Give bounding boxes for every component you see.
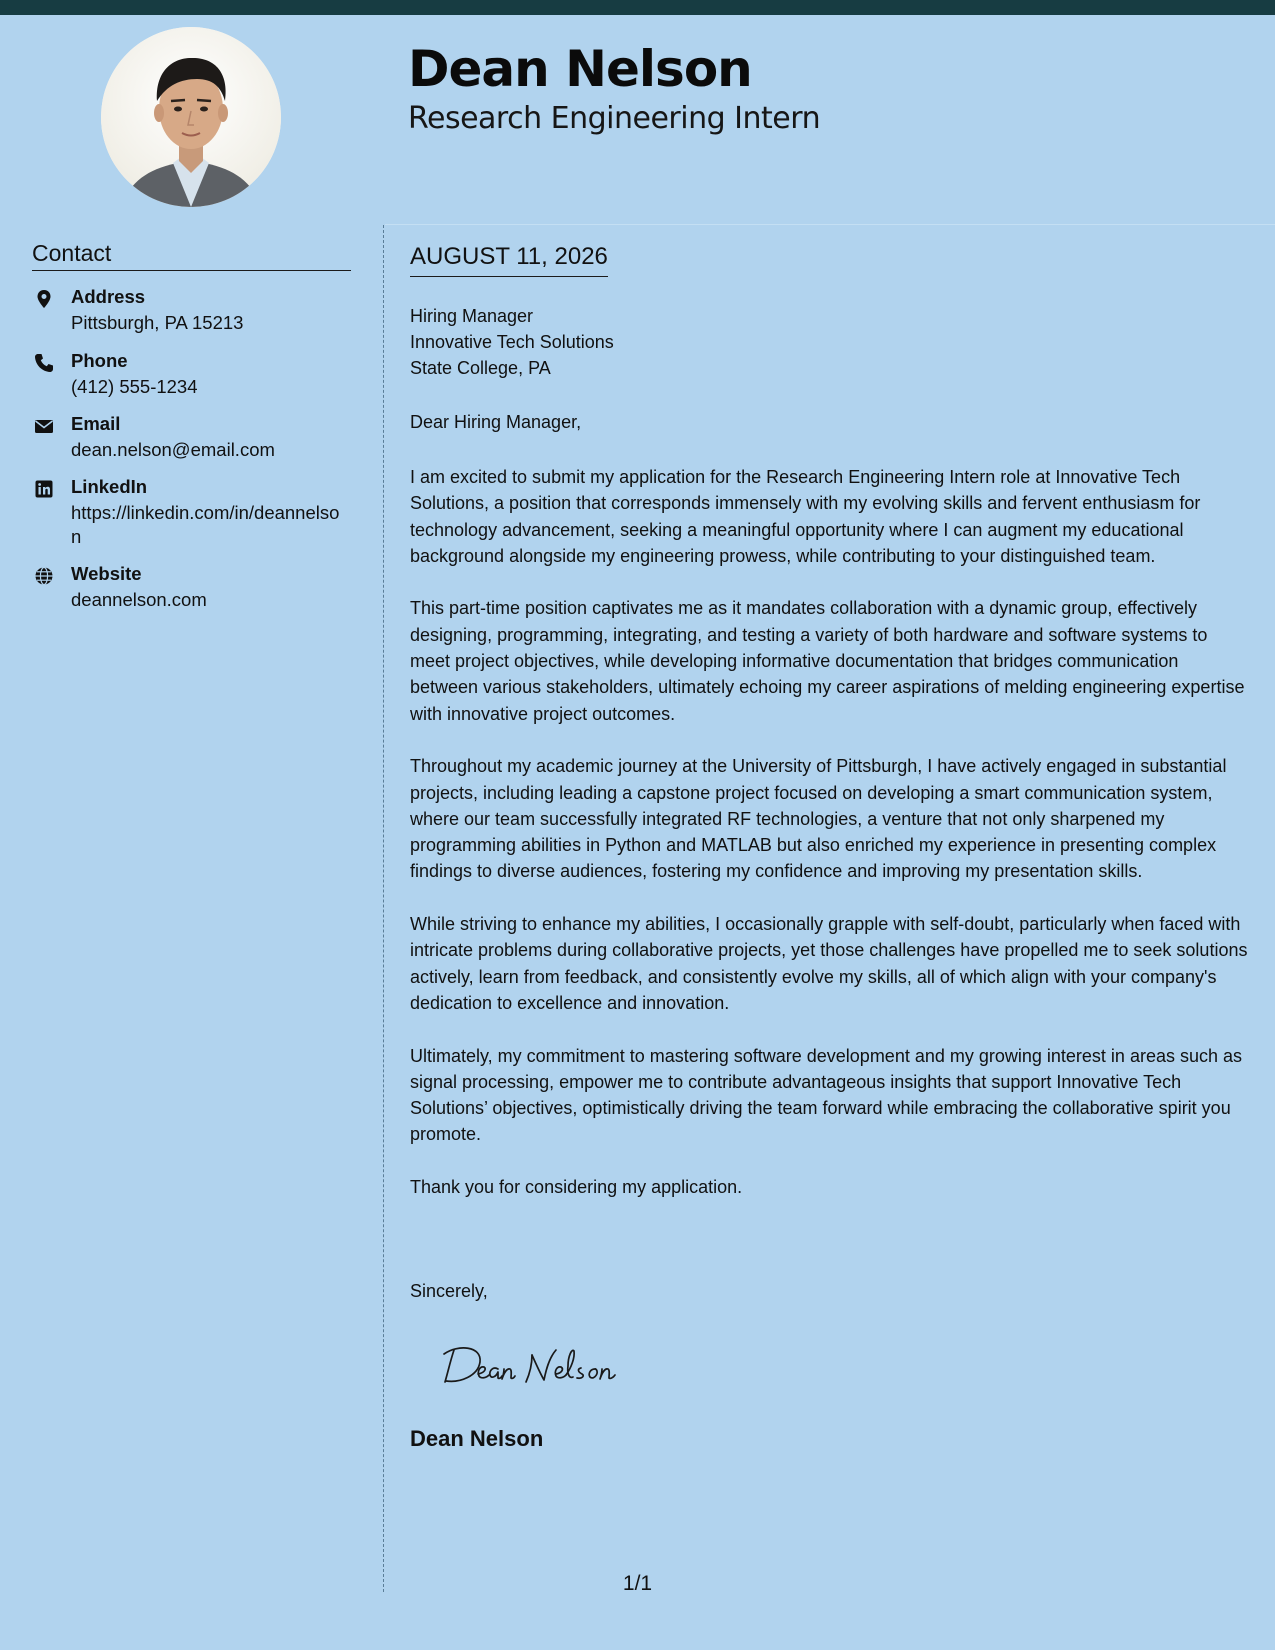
contact-label: Website — [71, 563, 142, 584]
letter-paragraph: I am excited to submit my application for the Research Engineering Intern role at Innovative Tech Solutions, a position that corresponds immensely with my evolving skills and fervent enthusiasm for technology advancement, seeking a meaningful opportunity where I can augment my educational background alongside my engineering prowess, while contributing to your distinguished team. — [410, 467, 1201, 566]
page-number: 1/1 — [622, 1572, 653, 1595]
top-bar — [0, 0, 1275, 15]
salutation: Dear Hiring Manager, — [410, 412, 582, 432]
contact-heading: Contact — [32, 240, 351, 271]
handwritten-signature — [440, 1340, 640, 1395]
recipient-block — [410, 303, 614, 381]
column-divider — [383, 225, 384, 1592]
contact-value: (412) 555-1234 — [71, 376, 198, 397]
envelope-icon — [34, 416, 54, 436]
letter-paragraph: This part-time position captivates me as it mandates collaboration with a dynamic group, effectively designing, programming, integrating, and testing a variety of both hardware and software systems to meet project objectives, while developing informative documentation that bridges communication between various stakeholders, ultimately echoing my career aspirations of melding engineering expertise with innovative project outcomes. — [410, 598, 1245, 724]
contact-label: Address — [71, 286, 146, 307]
letter-paragraph: Ultimately, my commitment to mastering software development and my growing interest in areas such as signal processing, empower me to contribute advantageous insights that support Innovative Tech Solutions’ objectives, optimistically driving the team forward while embracing the collaborative spirit you promote. — [410, 1045, 1242, 1145]
recipient-line: Hiring Manager — [410, 306, 534, 326]
closing: Sincerely, — [410, 1281, 488, 1301]
recipient-line: Innovative Tech Solutions — [410, 332, 614, 352]
signer-name: Dean Nelson — [410, 1426, 544, 1451]
applicant-role: Research Engineering Intern — [408, 101, 821, 136]
contact-label: Email — [71, 413, 121, 434]
applicant-name: Dean Nelson — [408, 40, 752, 98]
contact-value: Pittsburgh, PA 15213 — [71, 312, 244, 333]
letter-body — [410, 464, 1250, 1227]
globe-icon — [34, 566, 54, 586]
contact-value: deannelson.com — [71, 589, 207, 610]
contact-value: https://linkedin.com/in/deannelson — [71, 502, 340, 547]
contact-value: dean.nelson@email.com — [71, 439, 275, 460]
letter-paragraph: Thank you for considering my application. — [410, 1177, 743, 1198]
location-pin-icon — [34, 289, 54, 309]
contact-label: Phone — [71, 350, 128, 371]
linkedin-icon — [34, 479, 54, 499]
letter-date: AUGUST 11, 2026 — [410, 243, 608, 277]
phone-icon — [34, 353, 54, 373]
profile-photo — [101, 27, 281, 207]
letter-paragraph: While striving to enhance my abilities, I occasionally grapple with self-doubt, particularly when faced with intricate problems during collaborative projects, yet those challenges have propelled me to seek solutions actively, learn from feedback, and consistently evolve my skills, all of which align with your company's dedication to excellence and innovation. — [410, 914, 1248, 1013]
contact-label: LinkedIn — [71, 476, 148, 497]
letter-paragraph: Throughout my academic journey at the University of Pittsburgh, I have actively engaged in substantial projects, including leading a capstone project focused on developing a smart communication system, where our team successfully integrated RF technologies, a venture that not only sharpened my programming abilities in Python and MATLAB but also enriched my experience in presenting complex findings to diverse audiences, fostering my confidence and improving my presentation skills. — [410, 756, 1227, 882]
header-divider — [385, 224, 1275, 225]
recipient-line: State College, PA — [410, 358, 551, 378]
